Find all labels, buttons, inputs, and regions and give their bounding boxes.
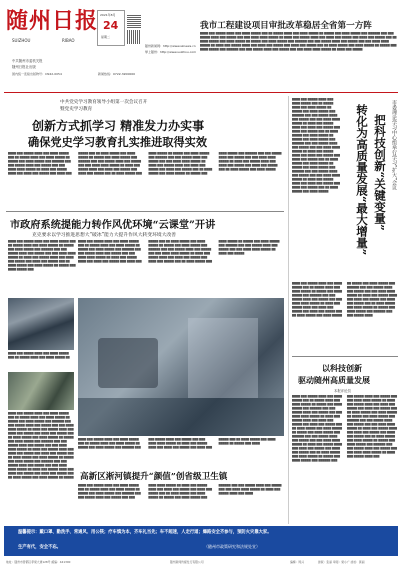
cn-number: 国内统一连续出版物号：CN42-0054 xyxy=(12,72,62,76)
hotline: 新闻热线：0722-3200000 xyxy=(98,72,136,76)
website-label: 随州新闻网：http://www.sznews.cn xyxy=(145,44,196,48)
bottom-story-title: 高新区淅河镇提升“颜值”创省级卫生镇 xyxy=(80,472,228,482)
pinyin-right: RIBAO xyxy=(62,38,75,43)
lead-title-1: 创新方式抓学习 精准发力办实事 xyxy=(32,119,205,133)
publisher-line-2: 随州日报社出版 xyxy=(12,65,36,69)
commentary-title-1: 以科技创新 xyxy=(322,363,362,373)
left-photo-bottom xyxy=(8,372,74,410)
date-day: 24 xyxy=(103,19,119,32)
left-photo-top xyxy=(8,298,74,350)
photo-detail xyxy=(98,338,158,388)
factory-photo xyxy=(78,298,284,436)
second-story-subtitle: 克克要求以学习推进思想大“破冰”能力大提升作风大转变环境大改善 xyxy=(32,233,177,238)
right-feature-kicker: 市委理论学习中心组举行学习“扩大”会议 xyxy=(391,100,397,191)
publisher-line-1: 中共随州市委机关报 xyxy=(12,59,43,63)
imprint-right-2: 排版：张丽 审阅：梁小广 质检：黄丽 xyxy=(318,560,365,564)
imprint-right: 编辑：周兴 xyxy=(290,560,304,564)
date-box xyxy=(97,10,125,46)
newspaper-logo: 随州日报 xyxy=(6,8,99,34)
column-separator xyxy=(288,96,289,524)
qr-code xyxy=(127,14,141,28)
second-story-text-left: ▇▇▇▇ ▇▇▇ ▇▇▇▇▇ ▇▇▇▇ ▇▇▇ ▇▇▇▇ ▇▇▇▇▇ ▇▇▇ ▇▇ ▇▇▇▇▇ ▇▇▇▇ ▇▇▇ ▇▇▇▇ ▇▇▇▇▇ ▇▇ ▇▇▇▇▇ ▇▇▇ ▇▇▇▇ ▇▇▇▇▇ ▇▇▇ ▇▇▇▇▇▇ ▇▇▇ ▇▇▇ ▇▇▇▇▇ ▇▇▇▇ ▇▇▇ ▇▇▇▇▇ ▇▇▇ ▇▇▇ ▇▇▇▇ ▇▇▇▇ ▇▇▇▇▇ ▇▇ ▇▇▇▇ ▇▇▇ ▇▇▇▇▇ ▇▇▇▇ ▇▇▇ ▇▇▇▇ ▇▇▇ ▇▇▇▇▇ ▇▇▇ ▇▇▇▇ ▇▇▇ ▇▇▇▇▇ ▇▇▇ ▇▇ ▇▇▇▇ ▇▇▇▇▇ ▇▇▇ ▇▇▇▇ ▇▇▇▇▇ ▇▇ ▇▇▇▇▇ ▇▇▇ ▇▇▇▇ ▇▇▇▇▇ ▇▇▇ xyxy=(8,240,76,271)
bottom-story-text: ▇▇▇▇ ▇▇▇ ▇▇▇▇▇ ▇▇▇▇ ▇▇▇ ▇▇▇▇ ▇▇▇▇▇ ▇▇▇ ▇▇ ▇▇▇▇▇ ▇▇▇▇ ▇▇▇ ▇▇▇▇ ▇▇▇▇▇ ▇▇ ▇▇▇▇▇ ▇▇▇ ▇▇▇▇ ▇▇▇▇▇ ▇▇▇ ▇▇▇▇▇▇ ▇▇▇ ▇▇▇ ▇▇▇▇▇ ▇▇▇▇ ▇▇▇ ▇▇▇▇▇ ▇▇▇ ▇▇▇ ▇▇▇▇ ▇▇▇▇ ▇▇▇▇▇ ▇▇ ▇▇▇▇ ▇▇▇ ▇▇▇▇▇ ▇▇▇▇ ▇▇▇ ▇▇▇▇ ▇▇▇ ▇▇▇▇▇ ▇▇▇ ▇▇▇▇ ▇▇▇ ▇▇▇▇▇ ▇▇▇ ▇▇ ▇▇▇▇ ▇▇▇▇▇ ▇▇▇ ▇▇▇▇ ▇▇▇▇▇ ▇▇ ▇▇▇▇▇ ▇▇▇ ▇▇▇▇ ▇▇▇▇▇ ▇▇▇ ▇▇▇▇▇▇ ▇▇▇ ▇▇▇ ▇▇▇▇▇ ▇▇▇▇ ▇▇▇ ▇▇▇▇▇ ▇▇▇ ▇▇▇ ▇▇▇▇ ▇▇▇▇ ▇▇▇▇▇ ▇▇ ▇▇▇▇ ▇▇▇ ▇▇▇▇▇ ▇▇▇▇ ▇▇▇ ▇▇▇▇ xyxy=(78,484,282,499)
imprint-left: 地址：随州市曾都区季梁大道128号 邮编：441300 xyxy=(6,560,71,564)
footer-notice-band xyxy=(4,526,398,556)
second-story-text-right: ▇▇▇▇ ▇▇▇ ▇▇▇▇▇ ▇▇▇▇ ▇▇▇ ▇▇▇▇ ▇▇▇▇▇ ▇▇▇ ▇▇ ▇▇▇▇▇ ▇▇▇▇ ▇▇▇ ▇▇▇▇ ▇▇▇▇▇ ▇▇ ▇▇▇▇▇ ▇▇▇ ▇▇▇▇ ▇▇▇▇▇ ▇▇▇ ▇▇▇▇▇▇ ▇▇▇ ▇▇▇ ▇▇▇▇▇ ▇▇▇▇ ▇▇▇ ▇▇▇▇▇ ▇▇▇ ▇▇▇ ▇▇▇▇ ▇▇▇▇ ▇▇▇▇▇ ▇▇ ▇▇▇▇ ▇▇▇ ▇▇▇▇▇ ▇▇▇▇ ▇▇▇ ▇▇▇▇ ▇▇▇ ▇▇▇▇▇ ▇▇▇ ▇▇▇▇ ▇▇▇ ▇▇▇▇▇ ▇▇▇ ▇▇ ▇▇▇▇ ▇▇▇▇▇ ▇▇▇ ▇▇▇▇ ▇▇▇▇▇ ▇▇ ▇▇▇▇▇ ▇▇▇ ▇▇▇▇ ▇▇▇▇▇ ▇▇▇ ▇▇▇▇▇▇ ▇▇▇ ▇▇▇ ▇▇▇▇▇ ▇▇▇▇ ▇▇▇ ▇▇▇▇▇ ▇▇▇ ▇▇▇ ▇▇▇▇ ▇▇▇▇ ▇▇▇▇▇ ▇▇ ▇▇▇▇ ▇▇▇ ▇▇▇▇▇ ▇▇▇▇ ▇▇▇ ▇▇▇▇ ▇▇▇ ▇▇▇▇▇ ▇▇▇ ▇▇▇▇ ▇▇▇ ▇▇▇▇▇ ▇▇▇ ▇▇ ▇▇▇▇ ▇▇▇▇▇ ▇▇▇ ▇▇▇▇ ▇▇▇▇▇ ▇▇ ▇▇▇▇▇ ▇▇▇ ▇▇▇▇ ▇▇▇▇▇ ▇▇▇ ▇▇▇▇▇▇ ▇▇▇ ▇▇▇ ▇▇▇▇▇ ▇▇▇▇ ▇▇▇ ▇▇▇▇▇ ▇▇▇ ▇▇▇ ▇▇▇▇ ▇▇▇▇ ▇▇▇▇▇ ▇▇ ▇▇▇▇ ▇▇▇ ▇▇▇▇▇ xyxy=(78,240,280,263)
commentary-box xyxy=(292,356,398,525)
pinyin-left: SUIZHOU xyxy=(12,38,31,43)
lead-kicker-2: 暨党史学习教育 xyxy=(60,107,93,112)
app-label: 掌上随州：http://www.suizhou.com xyxy=(145,50,197,54)
right-feature-title-1: 把科技创新“关键变量” xyxy=(373,114,387,231)
lead-kicker-1: 中共党史学习教育领导小组第一次会议召开 xyxy=(60,100,148,105)
section-divider xyxy=(6,211,284,212)
footer-line-2: 生产有代，安全不忘。 xyxy=(18,545,61,550)
right-feature-text-top: ▇▇▇▇ ▇▇▇ ▇▇▇▇▇ ▇▇▇▇ ▇▇▇ ▇▇▇▇ ▇▇▇▇▇ ▇▇▇ ▇▇ ▇▇▇▇▇ ▇▇▇▇ ▇▇▇ ▇▇▇▇ ▇▇▇▇▇ ▇▇ ▇▇▇▇▇ ▇▇▇ ▇▇▇▇ ▇▇▇▇▇ ▇▇▇ ▇▇▇▇▇▇ ▇▇▇ ▇▇▇ ▇▇▇▇▇ ▇▇▇▇ ▇▇▇ ▇▇▇▇▇ ▇▇▇ ▇▇▇ ▇▇▇▇ ▇▇▇▇ ▇▇▇▇▇ ▇▇ ▇▇▇▇ ▇▇▇ ▇▇▇▇▇ ▇▇▇▇ ▇▇▇ ▇▇▇▇ ▇▇▇ ▇▇▇▇▇ ▇▇▇ ▇▇▇▇ ▇▇▇ ▇▇▇▇▇ ▇▇▇ ▇▇ ▇▇▇▇ ▇▇▇▇▇ ▇▇▇ ▇▇▇▇ ▇▇▇▇▇ ▇▇ ▇▇▇▇▇ ▇▇▇ ▇▇▇▇ ▇▇▇▇▇ ▇▇▇ ▇▇▇▇▇▇ ▇▇▇ ▇▇▇ ▇▇▇▇▇ ▇▇▇▇ ▇▇▇ ▇▇▇▇▇ ▇▇▇ ▇▇▇ ▇▇▇▇ ▇▇▇▇ ▇▇▇▇▇ ▇▇ ▇▇▇▇ ▇▇▇ ▇▇▇▇▇ ▇▇▇▇ ▇▇▇ ▇▇▇▇ ▇▇▇ ▇▇▇▇▇ ▇▇▇ ▇▇▇▇ ▇▇▇ ▇▇▇▇▇ ▇▇▇ ▇▇ ▇▇▇▇ ▇▇▇▇▇ ▇▇▇ ▇▇▇▇ ▇▇▇▇▇ ▇▇ ▇▇▇▇▇ ▇▇▇ ▇▇▇▇ ▇▇▇▇▇ ▇▇▇ ▇▇▇▇▇▇ ▇▇▇ ▇▇▇ ▇▇▇▇▇ ▇▇▇▇ ▇▇▇ ▇▇▇▇▇ ▇▇▇ ▇▇▇ ▇▇▇▇ ▇▇▇▇ ▇▇▇▇▇ ▇▇ ▇▇▇▇ ▇▇▇ ▇▇▇▇▇ ▇▇▇▇ ▇▇▇ ▇▇▇▇ ▇▇▇ ▇▇▇▇▇ ▇▇▇ ▇▇▇▇ ▇▇▇ ▇▇▇▇▇ ▇▇▇ ▇▇ ▇▇▇▇ ▇▇▇▇▇ ▇▇▇ ▇▇▇▇ ▇▇▇▇▇ xyxy=(292,98,340,193)
left-photo-caption: ▇▇▇▇ ▇▇▇ ▇▇▇▇▇ ▇▇▇▇ ▇▇▇ ▇▇▇▇ ▇▇▇▇▇ ▇▇▇ ▇▇ ▇▇▇▇▇ ▇▇▇▇ ▇▇▇ ▇▇▇▇ ▇▇▇▇▇ ▇▇ xyxy=(8,352,70,359)
top-story-text: ▇▇▇▇ ▇▇▇ ▇▇▇▇▇ ▇▇▇▇ ▇▇▇ ▇▇▇▇ ▇▇▇▇▇ ▇▇▇ ▇▇ ▇▇▇▇▇ ▇▇▇▇ ▇▇▇ ▇▇▇▇ ▇▇▇▇▇ ▇▇ ▇▇▇▇▇ ▇▇▇ ▇▇▇▇ ▇▇▇▇▇ ▇▇▇ ▇▇▇▇▇▇ ▇▇▇ ▇▇▇ ▇▇▇▇▇ ▇▇▇▇ ▇▇▇ ▇▇▇▇▇ ▇▇▇ ▇▇▇ ▇▇▇▇ ▇▇▇▇ ▇▇▇▇▇ ▇▇ ▇▇▇▇ ▇▇▇ ▇▇▇▇▇ ▇▇▇▇ ▇▇▇ ▇▇▇▇ ▇▇▇ ▇▇▇▇▇ ▇▇▇ ▇▇▇▇ ▇▇▇ ▇▇▇▇▇ ▇▇▇ ▇▇ ▇▇▇▇ ▇▇▇▇▇ ▇▇▇ ▇▇▇▇ ▇▇▇▇▇ ▇▇ ▇▇▇▇▇ ▇▇▇ ▇▇▇▇ ▇▇▇▇▇ ▇▇▇ ▇▇▇▇▇▇ ▇▇▇ ▇▇▇ ▇▇▇▇▇ ▇▇▇▇ ▇▇▇ ▇▇▇▇▇ ▇▇▇ ▇▇▇ ▇▇▇▇ ▇▇▇▇ ▇▇▇▇▇ ▇▇ ▇▇▇▇ ▇▇▇ ▇▇▇▇▇ ▇▇▇▇ ▇▇▇ ▇▇▇▇ ▇▇▇ ▇▇▇▇▇ ▇▇▇ ▇▇▇▇ ▇▇▇ ▇▇▇▇▇ ▇▇▇ ▇▇ ▇▇▇▇ ▇▇▇▇▇ ▇▇▇ ▇▇▇▇ ▇▇▇▇▇ ▇▇ ▇▇▇▇▇ ▇▇▇ ▇▇▇▇ ▇▇▇▇▇ ▇▇▇ ▇▇▇▇▇▇ ▇▇▇ ▇▇▇ ▇▇▇▇▇ ▇▇▇▇ ▇▇▇ ▇▇▇▇▇ ▇▇▇ ▇▇▇ ▇▇▇▇ ▇▇▇▇ ▇▇▇▇▇ ▇▇ ▇▇▇▇ ▇▇▇ ▇▇▇▇▇ xyxy=(200,32,397,51)
right-feature-title-2: 转化为高质量发展“最大增量” xyxy=(355,104,369,256)
right-feature-headline xyxy=(340,100,400,280)
top-headline: 我市工程建设项目审批改革稳居全省第一方阵 xyxy=(200,21,372,31)
lead-title-2: 确保党史学习教育扎实推进取得实效 xyxy=(28,135,208,149)
lead-story-text: ▇▇▇▇ ▇▇▇ ▇▇▇▇▇ ▇▇▇▇ ▇▇▇ ▇▇▇▇ ▇▇▇▇▇ ▇▇▇ ▇▇ ▇▇▇▇▇ ▇▇▇▇ ▇▇▇ ▇▇▇▇ ▇▇▇▇▇ ▇▇ ▇▇▇▇▇ ▇▇▇ ▇▇▇▇ ▇▇▇▇▇ ▇▇▇ ▇▇▇▇▇▇ ▇▇▇ ▇▇▇ ▇▇▇▇▇ ▇▇▇▇ ▇▇▇ ▇▇▇▇▇ ▇▇▇ ▇▇▇ ▇▇▇▇ ▇▇▇▇ ▇▇▇▇▇ ▇▇ ▇▇▇▇ ▇▇▇ ▇▇▇▇▇ ▇▇▇▇ ▇▇▇ ▇▇▇▇ ▇▇▇ ▇▇▇▇▇ ▇▇▇ ▇▇▇▇ ▇▇▇ ▇▇▇▇▇ ▇▇▇ ▇▇ ▇▇▇▇ ▇▇▇▇▇ ▇▇▇ ▇▇▇▇ ▇▇▇▇▇ ▇▇ ▇▇▇▇▇ ▇▇▇ ▇▇▇▇ ▇▇▇▇▇ ▇▇▇ ▇▇▇▇▇▇ ▇▇▇ ▇▇▇ ▇▇▇▇▇ ▇▇▇▇ ▇▇▇ ▇▇▇▇▇ ▇▇▇ ▇▇▇ ▇▇▇▇ ▇▇▇▇ ▇▇▇▇▇ ▇▇ ▇▇▇▇ ▇▇▇ ▇▇▇▇▇ ▇▇▇▇ ▇▇▇ ▇▇▇▇ ▇▇▇ ▇▇▇▇▇ ▇▇▇ ▇▇▇▇ ▇▇▇ ▇▇▇▇▇ ▇▇▇ ▇▇ ▇▇▇▇ ▇▇▇▇▇ ▇▇▇ ▇▇▇▇ ▇▇▇▇▇ ▇▇ ▇▇▇▇▇ ▇▇▇ ▇▇▇▇ ▇▇▇▇▇ ▇▇▇ ▇▇▇▇▇▇ ▇▇▇ ▇▇▇ ▇▇▇▇▇ ▇▇▇▇ ▇▇▇ ▇▇▇▇▇ ▇▇▇ ▇▇▇ ▇▇▇▇ ▇▇▇▇ ▇▇▇▇▇ ▇▇ ▇▇▇▇ ▇▇▇ ▇▇▇▇▇ ▇▇▇▇ ▇▇▇ ▇▇▇▇ ▇▇▇ ▇▇▇▇▇ ▇▇▇ ▇▇▇▇ ▇▇▇ ▇▇▇▇▇ ▇▇▇ ▇▇ ▇▇▇▇ ▇▇▇▇▇ ▇▇▇ ▇▇▇▇ ▇▇▇▇▇ ▇▇ ▇▇▇▇▇ ▇▇▇ ▇▇▇▇ ▇▇▇▇▇ ▇▇▇ ▇▇▇▇▇▇ ▇▇▇ ▇▇▇ ▇▇▇▇▇ ▇▇▇▇ ▇▇▇ ▇▇▇▇▇ ▇▇▇ ▇▇▇ ▇▇▇▇ ▇▇▇▇ ▇▇▇▇▇ ▇▇ ▇▇▇▇ ▇▇▇ ▇▇▇▇▇ ▇▇▇▇ ▇▇▇ ▇▇▇▇ ▇▇▇ ▇▇▇▇▇ ▇▇▇ ▇▇▇▇ ▇▇▇ ▇▇▇▇▇ ▇▇▇ ▇▇ ▇▇▇▇ ▇▇▇▇▇ ▇▇▇ ▇▇▇▇ ▇▇▇▇▇ xyxy=(8,152,282,175)
footer-line-1: 温馨提示：戴口罩、勤洗手、常通风、用公筷；疗车慎为本，齐车礼当先；车不超速，人走行道；爆路安全齐参与，预防火灾靠大家。 xyxy=(18,530,272,535)
masthead-rule xyxy=(4,92,398,93)
commentary-byline: 本报评论员 xyxy=(334,389,351,393)
footer-line-3: （随州市政策研究和法规处宣） xyxy=(204,544,260,549)
qr-code xyxy=(127,30,141,44)
second-story-title: 市政府系统提能力转作风优环境“云课堂”开讲 xyxy=(10,219,216,231)
left-column-text: ▇▇▇▇ ▇▇▇ ▇▇▇▇▇ ▇▇▇▇ ▇▇▇ ▇▇▇▇ ▇▇▇▇▇ ▇▇▇ ▇▇ ▇▇▇▇▇ ▇▇▇▇ ▇▇▇ ▇▇▇▇ ▇▇▇▇▇ ▇▇ ▇▇▇▇▇ ▇▇▇ ▇▇▇▇ ▇▇▇▇▇ ▇▇▇ ▇▇▇▇▇▇ ▇▇▇ ▇▇▇ ▇▇▇▇▇ ▇▇▇▇ ▇▇▇ ▇▇▇▇▇ ▇▇▇ ▇▇▇ ▇▇▇▇ ▇▇▇▇ ▇▇▇▇▇ ▇▇ ▇▇▇▇ ▇▇▇ ▇▇▇▇▇ ▇▇▇▇ ▇▇▇ ▇▇▇▇ ▇▇▇ ▇▇▇▇▇ ▇▇▇ ▇▇▇▇ ▇▇▇ ▇▇▇▇▇ ▇▇▇ ▇▇ ▇▇▇▇ ▇▇▇▇▇ ▇▇▇ ▇▇▇▇ ▇▇▇▇▇ ▇▇ ▇▇▇▇▇ ▇▇▇ ▇▇▇▇ ▇▇▇▇▇ ▇▇▇ ▇▇▇▇▇▇ ▇▇▇ ▇▇▇ ▇▇▇▇▇ ▇▇▇▇ ▇▇▇ ▇▇▇▇▇ ▇▇▇ ▇▇▇ ▇▇▇▇ ▇▇▇▇ ▇▇▇▇▇ ▇▇ ▇▇▇▇ ▇▇▇ ▇▇▇▇▇ ▇▇▇▇ ▇▇▇ ▇▇▇▇ ▇▇▇ ▇▇▇▇▇ ▇▇▇ ▇▇▇▇ ▇▇▇ ▇▇▇▇▇ ▇▇▇ ▇▇ ▇▇▇▇ ▇▇▇▇▇ ▇▇▇ ▇▇▇▇ ▇▇▇▇▇ ▇▇ ▇▇▇▇▇ ▇▇▇ ▇▇▇▇ ▇▇▇▇▇ ▇▇▇ ▇▇▇▇▇▇ ▇▇▇ ▇▇▇ ▇▇▇▇▇ ▇▇▇▇ ▇▇▇ ▇▇▇▇▇ ▇▇▇ ▇▇▇ ▇▇▇▇ ▇▇▇▇ ▇▇▇▇▇ ▇▇ ▇▇▇▇ ▇▇▇ ▇▇▇▇▇ ▇▇▇▇ ▇▇▇ ▇▇▇▇ ▇▇▇ ▇▇▇▇▇ ▇▇▇ ▇▇▇▇ ▇▇▇ ▇▇▇▇▇ ▇▇▇ ▇▇ ▇▇▇▇ ▇▇▇▇▇ ▇▇▇ ▇▇▇▇ ▇▇▇▇▇ ▇▇ ▇▇▇▇▇ xyxy=(8,412,74,479)
imprint-middle: 随州新闻传媒发行有限公司 xyxy=(170,560,204,564)
masthead xyxy=(0,0,402,92)
commentary-text: ▇▇▇▇ ▇▇▇ ▇▇▇▇▇ ▇▇▇▇ ▇▇▇ ▇▇▇▇ ▇▇▇▇▇ ▇▇▇ ▇▇ ▇▇▇▇▇ ▇▇▇▇ ▇▇▇ ▇▇▇▇ ▇▇▇▇▇ ▇▇ ▇▇▇▇▇ ▇▇▇ ▇▇▇▇ ▇▇▇▇▇ ▇▇▇ ▇▇▇▇▇▇ ▇▇▇ ▇▇▇ ▇▇▇▇▇ ▇▇▇▇ ▇▇▇ ▇▇▇▇▇ ▇▇▇ ▇▇▇ ▇▇▇▇ ▇▇▇▇ ▇▇▇▇▇ ▇▇ ▇▇▇▇ ▇▇▇ ▇▇▇▇▇ ▇▇▇▇ ▇▇▇ ▇▇▇▇ ▇▇▇ ▇▇▇▇▇ ▇▇▇ ▇▇▇▇ ▇▇▇ ▇▇▇▇▇ ▇▇▇ ▇▇ ▇▇▇▇ ▇▇▇▇▇ ▇▇▇ ▇▇▇▇ ▇▇▇▇▇ ▇▇ ▇▇▇▇▇ ▇▇▇ ▇▇▇▇ ▇▇▇▇▇ ▇▇▇ ▇▇▇▇▇▇ ▇▇▇ ▇▇▇ ▇▇▇▇▇ ▇▇▇▇ ▇▇▇ ▇▇▇▇▇ ▇▇▇ ▇▇▇ ▇▇▇▇ ▇▇▇▇ ▇▇▇▇▇ ▇▇ ▇▇▇▇ ▇▇▇ ▇▇▇▇▇ ▇▇▇▇ ▇▇▇ ▇▇▇▇ ▇▇▇ ▇▇▇▇▇ ▇▇▇ ▇▇▇▇ ▇▇▇ ▇▇▇▇▇ ▇▇▇ ▇▇ ▇▇▇▇ ▇▇▇▇▇ ▇▇▇ ▇▇▇▇ ▇▇▇▇▇ ▇▇ ▇▇▇▇▇ ▇▇▇ ▇▇▇▇ ▇▇▇▇▇ ▇▇▇ ▇▇▇▇▇▇ ▇▇▇ ▇▇▇ ▇▇▇▇▇ ▇▇▇▇ ▇▇▇ ▇▇▇▇▇ ▇▇▇ ▇▇▇ ▇▇▇▇ ▇▇▇▇ ▇▇▇▇▇ ▇▇ ▇▇▇▇ ▇▇▇ ▇▇▇▇▇ ▇▇▇▇ ▇▇▇ ▇▇▇▇ ▇▇▇ ▇▇▇▇▇ ▇▇▇ ▇▇▇▇ ▇▇▇ ▇▇▇▇▇ ▇▇▇ ▇▇ ▇▇▇▇ ▇▇▇▇▇ ▇▇▇ ▇▇▇▇ ▇▇▇▇▇ ▇▇ ▇▇▇▇▇ ▇▇▇ ▇▇▇▇ ▇▇▇▇▇ ▇▇▇ ▇▇▇▇▇▇ ▇▇▇ ▇▇▇ ▇▇▇▇▇ ▇▇▇▇ ▇▇▇ ▇▇▇▇▇ ▇▇▇ ▇▇▇ ▇▇▇▇ ▇▇▇▇ ▇▇▇▇▇ ▇▇ ▇▇▇▇ ▇▇▇ ▇▇▇▇▇ ▇▇▇▇ ▇▇▇ ▇▇▇▇ ▇▇▇ ▇▇▇▇▇ ▇▇▇ ▇▇▇▇ ▇▇▇ ▇▇▇▇▇ ▇▇▇ ▇▇ ▇▇▇▇ ▇▇▇▇▇ ▇▇▇ ▇▇▇▇ ▇▇▇▇▇ ▇▇ ▇▇▇▇▇ ▇▇▇ ▇▇▇▇ ▇▇▇▇▇ ▇▇▇ ▇▇▇▇▇▇ ▇▇▇ ▇▇▇ ▇▇▇▇▇ ▇▇▇▇ ▇▇▇ ▇▇▇▇▇ ▇▇▇ ▇▇▇ ▇▇▇▇ ▇▇▇▇ ▇▇▇▇▇ ▇▇ ▇▇▇▇ ▇▇▇ ▇▇▇▇▇ ▇▇▇▇ ▇▇▇ xyxy=(292,395,398,462)
photo-detail xyxy=(188,318,258,398)
photo-detail xyxy=(78,398,284,436)
date-month: 2021年8月 xyxy=(100,13,116,17)
photo-caption-text: ▇▇▇▇ ▇▇▇ ▇▇▇▇▇ ▇▇▇▇ ▇▇▇ ▇▇▇▇ ▇▇▇▇▇ ▇▇▇ ▇▇ ▇▇▇▇▇ ▇▇▇▇ ▇▇▇ ▇▇▇▇ ▇▇▇▇▇ ▇▇ ▇▇▇▇▇ ▇▇▇ ▇▇▇▇ ▇▇▇▇▇ ▇▇▇ ▇▇▇▇▇▇ ▇▇▇ ▇▇▇ ▇▇▇▇▇ ▇▇▇▇ ▇▇▇ ▇▇▇▇▇ ▇▇▇ ▇▇▇ ▇▇▇▇ ▇▇▇▇ ▇▇▇▇▇ ▇▇ ▇▇▇▇ ▇▇▇ ▇▇▇▇▇ ▇▇▇▇ ▇▇▇ ▇▇▇▇ ▇▇▇ ▇▇▇▇▇ ▇▇▇ ▇▇▇▇ ▇▇▇ ▇▇▇▇▇ ▇▇▇ ▇▇ ▇▇▇▇ ▇▇▇▇▇ ▇▇▇ ▇▇▇▇ ▇▇▇▇▇ ▇▇ ▇▇▇▇▇ ▇▇▇ ▇▇▇▇ xyxy=(78,438,276,449)
commentary-title-2: 驱动随州高质量发展 xyxy=(298,375,370,385)
right-feature-text-bottom: ▇▇▇▇ ▇▇▇ ▇▇▇▇▇ ▇▇▇▇ ▇▇▇ ▇▇▇▇ ▇▇▇▇▇ ▇▇▇ ▇▇ ▇▇▇▇▇ ▇▇▇▇ ▇▇▇ ▇▇▇▇ ▇▇▇▇▇ ▇▇ ▇▇▇▇▇ ▇▇▇ ▇▇▇▇ ▇▇▇▇▇ ▇▇▇ ▇▇▇▇▇▇ ▇▇▇ ▇▇▇ ▇▇▇▇▇ ▇▇▇▇ ▇▇▇ ▇▇▇▇▇ ▇▇▇ ▇▇▇ ▇▇▇▇ ▇▇▇▇ ▇▇▇▇▇ ▇▇ ▇▇▇▇ ▇▇▇ ▇▇▇▇▇ ▇▇▇▇ ▇▇▇ ▇▇▇▇ ▇▇▇ ▇▇▇▇▇ ▇▇▇ ▇▇▇▇ ▇▇▇ ▇▇▇▇▇ ▇▇▇ ▇▇ ▇▇▇▇ ▇▇▇▇▇ ▇▇▇ ▇▇▇▇ ▇▇▇▇▇ ▇▇ ▇▇▇▇▇ ▇▇▇ ▇▇▇▇ ▇▇▇▇▇ ▇▇▇ ▇▇▇▇▇▇ ▇▇▇ ▇▇▇ ▇▇▇▇▇ ▇▇▇▇ ▇▇▇ ▇▇▇▇▇ ▇▇▇ ▇▇▇ ▇▇▇▇ ▇▇▇▇ ▇▇▇▇▇ ▇▇ ▇▇▇▇ ▇▇▇ ▇▇▇▇▇ ▇▇▇▇ ▇▇▇ ▇▇▇▇ ▇▇▇ ▇▇▇▇▇ ▇▇▇ ▇▇▇▇ ▇▇▇ ▇▇▇▇▇ ▇▇▇ ▇▇ ▇▇▇▇ ▇▇▇▇▇ ▇▇▇ ▇▇▇▇ ▇▇▇▇▇ ▇▇ ▇▇▇▇▇ ▇▇▇ ▇▇▇▇ ▇▇▇▇▇ ▇▇▇ ▇▇▇▇▇▇ ▇▇▇ ▇▇▇ ▇▇▇▇▇ ▇▇▇▇ xyxy=(292,282,398,317)
weekday: 星期二 xyxy=(101,35,111,39)
